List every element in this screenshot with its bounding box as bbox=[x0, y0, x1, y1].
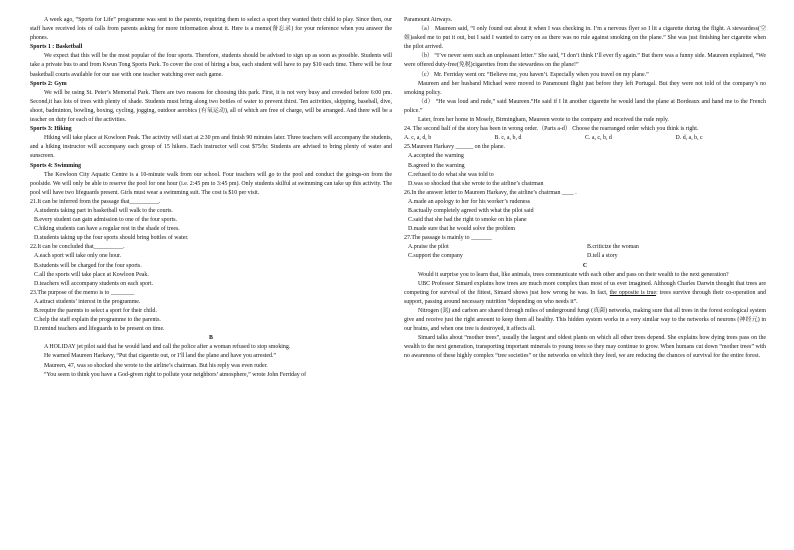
q21-option-a: A.students taking part in basketball will walk to the courts. bbox=[34, 207, 173, 214]
sport-1-title: Sports 1 : Basketball bbox=[30, 44, 83, 51]
intro-paragraph: A week ago, “Sports for Life” programme was sent to the parents, requiring them to select a sport they wanted their child to play. Since then, our staff have received lots of calls from parents asking for more information about it. Here is a memo(备忘录) for your reference when you answer the phones. bbox=[30, 17, 392, 42]
q26-option-a: A.made an apology to her for his worker’s rudeness bbox=[408, 198, 531, 205]
q24-option-b: B. c, a, b, d bbox=[494, 135, 522, 142]
sport-4-text: The Kowloon City Aquatic Centre is a 10-minute walk from our school. Four teachers will go to the pool and conduct the goings-on from the poolside. We will only be able to reserve the pool for one hour (i.e. 2:45 pm to 3:45 pm). Only students skilful at swimming can take up this activity. The pool will have two lifeguards present. Girls must wear a swimming suit. The cost is $10 per visit. bbox=[30, 171, 392, 196]
question-26: 26.In the answer letter to Maureen Harkavy, the airline’s chairman ____ . bbox=[404, 189, 577, 196]
sport-3-title: Sports 3: Hiking bbox=[30, 126, 72, 133]
sport-4-title: Sports 4: Swimming bbox=[30, 162, 82, 169]
q25-option-a: A.accepted the warning bbox=[408, 153, 464, 160]
passage-c-paragraph-1: Would it surprise you to learn that, like animals, trees communicate with each other and pass on their wealth to the next generation? bbox=[418, 271, 729, 278]
part-a-paragraph: （a） Maureen said, “I only found out about it when I was checking in. I’m a nervous flyer so I lit a cigarette during the flight. A stewardess(空姐)asked me to put it out, but I said I wanted to carry on as there was no rule against smoking on the plane.” She was just finishing her cigarette when the pilot arrived. bbox=[404, 26, 766, 51]
q27-option-a: A.praise the pilot bbox=[408, 244, 449, 251]
q27-option-b: B.criticize the woman bbox=[587, 244, 639, 251]
passage-c-paragraph-4: Simard talks about “mother trees”, usually the largest and oldest plants on which all other trees depend. She explains how dying trees pass on the wealth to the next generation, transporting important minerals to young trees so they may continue to grow. When humans cut down “mother trees” with no awareness of these highly complex “tree societies” or the networks on which they feed, we are reducing the chances of survival for the entire forest. bbox=[404, 335, 766, 360]
c2-tail-text: : trees survive through their co-operation and support, passing around necessary nutrition “depending on who needs it”. bbox=[404, 289, 767, 305]
q23-option-a: A.attract students’ interest in the programme. bbox=[34, 298, 141, 305]
left-column bbox=[30, 16, 392, 380]
question-21: 21.It can be inferred from the passage that__________. bbox=[30, 198, 161, 205]
q22-option-a: A.each sport will take only one hour. bbox=[34, 253, 122, 260]
q27-option-c: C.support the company bbox=[408, 253, 463, 260]
q26-option-d: D.made sure that he would solve the problem bbox=[408, 226, 515, 233]
q22-option-d: D.teachers will accompany students on each sport. bbox=[34, 280, 154, 287]
section-b-heading: B bbox=[209, 335, 213, 342]
question-27: 27.The passage is mainly to _______ bbox=[404, 235, 492, 242]
q22-option-b: B.students will be charged for the four sports. bbox=[34, 262, 142, 269]
passage-b-paragraph-4: “You seem to think you have a God-given right to pollute your neighbors’ atmosphere,” wrote John Ferriday of bbox=[44, 371, 307, 378]
q25-option-c: C.refused to do what she was told to bbox=[408, 171, 494, 178]
q26-option-b: B.actually completely agreed with what the pilot said bbox=[408, 207, 534, 214]
sport-2-text: We will be using St. Peter’s Memorial Park. There are two reasons for choosing this park. First, it is not very busy and crowded before 6:00 pm. Second,it has lots of trees with plenty of shade. Students must bring along two bottles of water to prevent thirst. Ten activities, skipping, baseball, dive, shoot, badminton, bowling, boxing, cycling, jogging, outdoor aerobics (有氧运动), all of which are free of charge, will be arranged. And there will be a teacher on duty for each of the activities. bbox=[30, 89, 392, 124]
question-22: 22.It can be concluded that__________. bbox=[30, 244, 125, 251]
q21-option-b: B.every student can gain admission to one of the four sports. bbox=[34, 217, 177, 224]
q24-option-a: A. c, a, d, b bbox=[404, 135, 432, 142]
q25-option-d: D.was so shocked that she wrote to the airline’s chairman bbox=[408, 180, 544, 187]
closing-paragraph: Later, from her home in Mosely, Birmingham, Maureen wrote to the company and received the rude reply. bbox=[418, 117, 669, 124]
passage-b-paragraph-3: Maureen, 47, was so shocked she wrote to the airline’s chairman. But his reply was even ruder. bbox=[44, 362, 268, 369]
q27-options-row-2 bbox=[404, 252, 766, 261]
q22-option-c: C.all the sports will take place at Kowloon Peak. bbox=[34, 271, 149, 278]
q24-option-c: C. a, c, b, d bbox=[585, 135, 612, 142]
right-column bbox=[404, 16, 766, 362]
q27-option-d: D.tell a story bbox=[587, 253, 618, 260]
sport-3-text: Hiking will take place at Kowloon Peak. The activity will start at 2:30 pm and finish 90 minutes later. Three teachers will accompany the students, and a hiking instructor will accompany each group of 15 hikers. Each instructor will cost $75/hr. Students are advised to bring plenty of water and sunscreen. bbox=[30, 135, 392, 160]
question-25: 25.Maureen Harkavy ______ on the plane. bbox=[404, 144, 505, 151]
middle-paragraph: Maureen and her husband Michael were moved to Paramount flight just before they left Portugal. But they were not told of the company’s no smoking policy. bbox=[404, 80, 766, 96]
part-d-paragraph: （d） “He was loud and rude,” said Maureen.“He said if I lit another cigarette he would land the plane at Bordeaux and hand me to the French police.” bbox=[404, 98, 766, 114]
c2-lead-text: UBC Professor Simard explains how trees are much more complex than most of us ever imagined. Although Charles Darwin thought that trees are competing for survival of the fittest, Simard shows just how wrong he was. In fact, bbox=[404, 280, 766, 296]
q23-option-c: C.help the staff explain the programme to the parents. bbox=[34, 317, 161, 324]
q21-option-c: C.hiking students can have a regular rest in the shade of trees. bbox=[34, 226, 180, 233]
q24-options bbox=[404, 134, 766, 143]
q21-option-d: D.students taking up the four sports should bring bottles of water. bbox=[34, 235, 189, 242]
sport-1-text: We expect that this will be the most popular of the four sports. Therefore, students should be advised to sign up as soon as possible. Students will take a private bus to and from Kwun Tong Sports Park. To cover the cost of hiring a bus, each student will have to pay $10 each time. There will be four basketball courts available for our use with one teacher watching over each game. bbox=[30, 53, 392, 78]
q26-option-c: C.said that she had the right to smoke on his plane bbox=[408, 217, 527, 224]
part-c-paragraph: （c） Mr. Ferriday went on: “Believe me, you haven’t. Especially when you travel on my plane.” bbox=[418, 71, 649, 78]
q24-option-d: D. d, a, b, c bbox=[675, 135, 703, 142]
q23-option-b: B.require the parents to select a sport for their child. bbox=[34, 308, 157, 314]
q23-option-d: D.remind teachers and lifeguards to be present on time. bbox=[34, 326, 165, 333]
passage-c-paragraph-3: Nitrogen (氮) and carbon are shared through miles of underground fungi (真菌) networks, making sure that all trees in the forest ecological system give and receive just the right amount to keep them all healthy. This hidden system works in a very similar way to the networks of neurons (神经元) in our brains, and when one tree is destroyed, it affects all. bbox=[404, 308, 766, 333]
passage-b-continuation: Paramount Airways. bbox=[404, 17, 453, 23]
question-23: 23.The purpose of the memo is to ________ bbox=[30, 289, 135, 296]
passage-c-paragraph-2 bbox=[404, 280, 766, 307]
underlined-phrase: the opposite is true bbox=[609, 289, 657, 296]
question-24: 24. The second half of the story has been in wrong order.（Parts a-d） Choose the rearranged order which you think is right. bbox=[404, 126, 699, 133]
part-b-paragraph: （b） “I’ve never seen such an unpleasant letter.” She said, “I don’t think I’ll ever fly again.” But there was a funny side. Maureen explained, “We were offered duty-free(免税)cigarettes from the stewardess on the plane!” bbox=[404, 53, 766, 69]
passage-b-paragraph-1: A HOLIDAY jet pilot said that he would land and call the police after a woman refused to stop smoking. bbox=[44, 344, 291, 351]
q25-option-b: B.agreed to the warning bbox=[408, 162, 465, 169]
section-c-heading: C bbox=[582, 262, 588, 269]
sport-2-title: Sports 2: Gym bbox=[30, 80, 67, 87]
q27-options-row-1 bbox=[404, 243, 766, 252]
passage-b-paragraph-2: He warned Maureen Harkavy, “Put that cigarette out, or I’ll land the plane and have you arrested.” bbox=[44, 353, 277, 360]
